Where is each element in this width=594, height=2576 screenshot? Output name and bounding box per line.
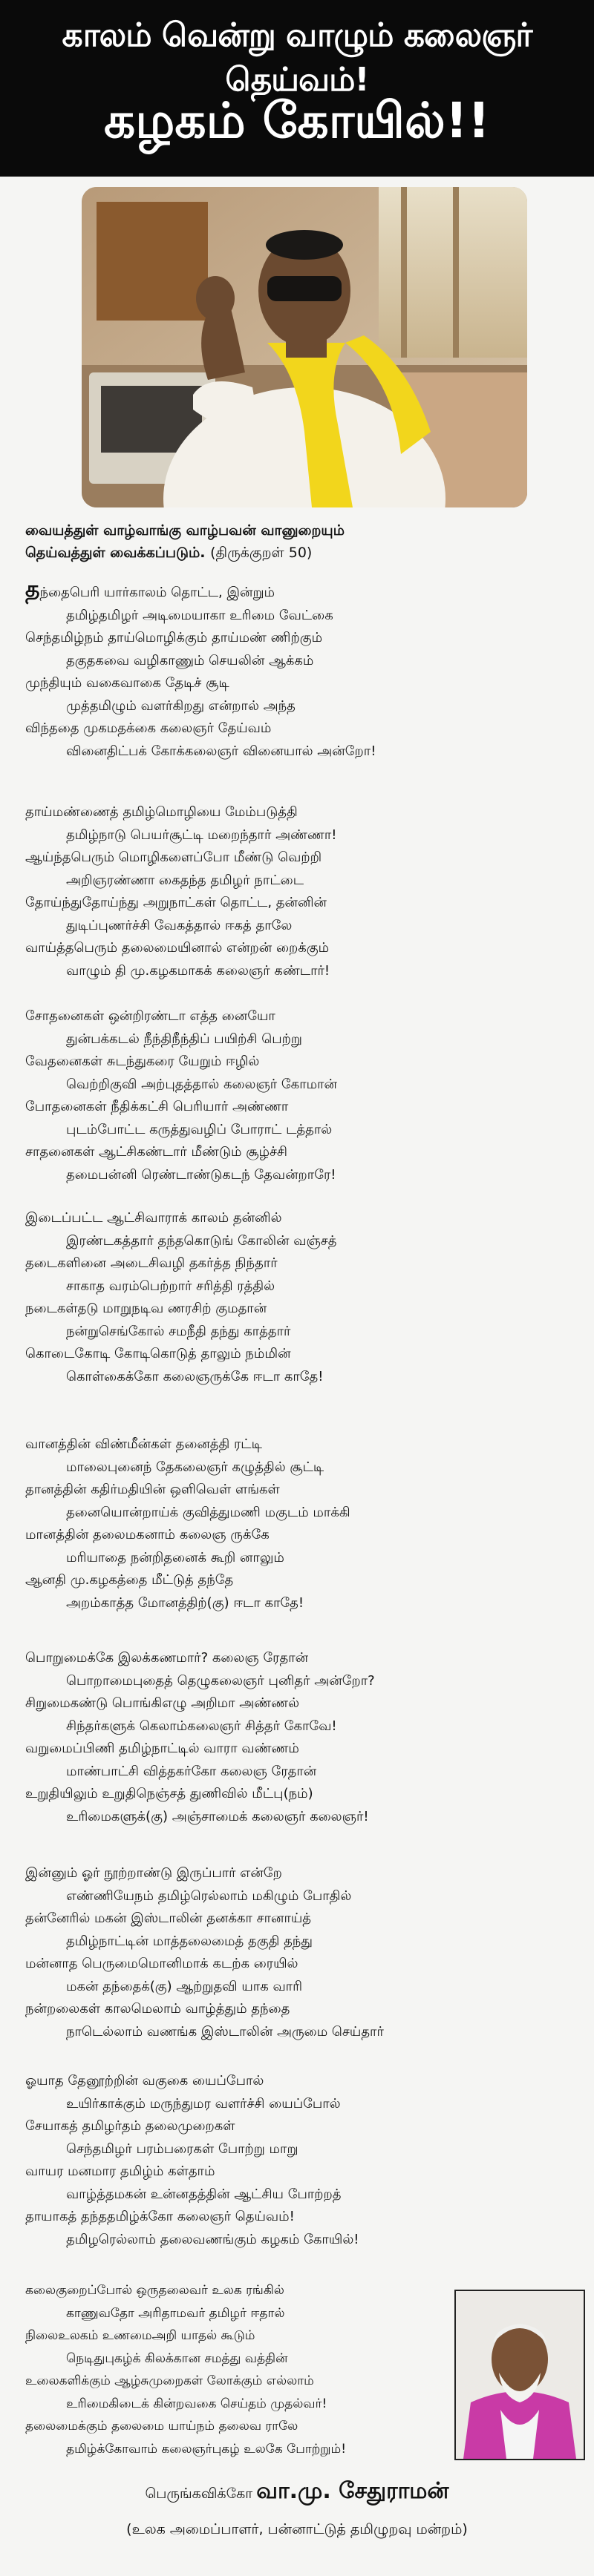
stanza-line: சாதனைகள் ஆட்சிகண்டார் மீண்டும் சூழ்ச்சி [25, 1144, 288, 1160]
stanza-line: வாய்த்தபெரும் தலைமையினால் என்றன் றைக்கும் [25, 940, 330, 956]
stanza-line: சாகாத வரம்பெற்றார் சரித்தி ரத்தில் [66, 1278, 275, 1294]
author-title: பெருங்கவிக்கோ [145, 2485, 253, 2502]
stanza-line: வாழும் தி மு.கழகமாகக் கலைஞர் கண்டார்! [66, 962, 330, 979]
stanza-line: துன்பக்கடல் நீந்திநீந்திப் பயிற்சி பெற்று [66, 1031, 302, 1047]
drop-cap: த [25, 576, 40, 602]
stanza-line: தமிழ்தமிழர் அடிமையாகா உரிமை வேட்கை [66, 607, 333, 623]
kural-quote [25, 519, 575, 564]
stanza-line: நடைகள்தடு மாறுநடிவ ணரசிற் குமதான் [25, 1301, 267, 1316]
stanza-line: செந்தமிழர் பரம்பரைகள் போற்று மாறு [66, 2140, 298, 2157]
stanza-line: வெற்றிகுவி அற்புதத்தால் கலைஞர் கோமான் [66, 1076, 337, 1092]
stanza-1-line-1 [25, 576, 530, 605]
kural-line-2-text: தெய்வத்துள் வைக்கப்படும். [25, 545, 206, 561]
stanza-line: பொறாமைபுதைத் தெழுகலைஞர் புனிதர் அன்றோ? [66, 1672, 375, 1689]
stanza-1-line-1-text: ந்தைபெரி யார்காலம் தொட்ட, இன்றும் [39, 585, 275, 600]
title-banner [0, 0, 594, 177]
kural-line-1: வையத்துள் வாழ்வாங்கு வாழ்பவன் வானுறையும் [25, 522, 345, 539]
stanza-line: பொறுமைக்கே இலக்கணமார்? கலைஞ ரேதான் [25, 1650, 309, 1666]
stanza-line: தமிழ்நாட்டின் மாத்தலைமைத் தகுதி தந்து [66, 1933, 313, 1949]
stanza-line: சிறுமைகண்டு பொங்கிஎழு அறிமா அண்ணல் [25, 1695, 300, 1711]
stanza-line: இடைப்பட்ட ஆட்சிவாராக் காலம் தன்னில் [25, 1210, 282, 1226]
stanza-line: சோதனைகள் ஒன்றிரண்டா எத்த னையோ [25, 1008, 275, 1024]
stanza-6 [25, 1647, 530, 1828]
stanza-2 [25, 801, 530, 982]
stanza-line: உரிமைகளுக்(கு) அஞ்சாமைக் கலைஞர் கலைஞர்! [66, 1808, 369, 1824]
stanza-line: முத்தமிழும் வளர்கிறது என்றால் அந்த [66, 697, 296, 714]
stanza-3 [25, 1005, 530, 1186]
stanza-line: அறம்காத்த மோனத்திற்(கு) ஈடா காதே! [66, 1594, 304, 1611]
stanza-line: மானத்தின் தலைமகனாம் கலைஞ ருக்கே [25, 1527, 270, 1542]
stanza-line: தாயாகத் தந்ததமிழ்க்கோ கலைஞர் தெய்வம்! [25, 2209, 295, 2224]
stanza-line: வாயர மனமார தமிழ்ம் கள்தாம் [25, 2163, 215, 2179]
stanza-line: கலைகுறைப்போல் ஒருதலைவர் உலக ரங்கில் [25, 2283, 284, 2298]
stanza-line: தமிழரெல்லாம் தலைவணங்கும் கழகம் கோயில்! [66, 2231, 359, 2247]
stanza-line: போதனைகள் நீதிக்கட்சி பெரியார் அண்ணா [25, 1099, 289, 1114]
stanza-line: வாழ்த்தமகன் உன்னதத்தின் ஆட்சிய போற்றத் [66, 2186, 342, 2202]
stanza-line: விந்ததை முகமதக்கை கலைஞர் தேய்வம் [25, 720, 272, 736]
stanza-line: செந்தமிழ்நம் தாய்மொழிக்கும் தாய்மண் ணிற்கும் [25, 630, 323, 645]
stanza-line: நெடிதுபுகழ்க் கிலக்கான சமத்து வத்தின் [66, 2350, 288, 2366]
stanza-line: உரிமைகிடைக் கின்றவகை செய்தம் முதல்வர்! [66, 2396, 327, 2411]
stanza-line: நாடெல்லாம் வணங்க இஸ்டாலின் அருமை செய்தார் [66, 2023, 384, 2040]
stanza-line: மரியாதை நன்றிதனைக் கூறி னாலும் [66, 1549, 284, 1565]
kural-line-2 [25, 542, 575, 564]
banner-line-2: கழகம் கோயில்!! [104, 92, 490, 149]
stanza-line: மகன் தந்தைக்(கு) ஆற்றுதவி யாக வாரி [66, 1978, 303, 1994]
stanza-line: தாய்மண்ணைத் தமிழ்மொழியை மேம்படுத்தி [25, 804, 298, 820]
stanza-5 [25, 1433, 530, 1614]
leader-photo [82, 187, 527, 507]
stanza-line: உயிர்காக்கும் மருந்துமர வளர்ச்சி யைப்போல் [66, 2095, 341, 2112]
stanza-line: வேதனைகள் சுடந்துகரை யேறும் ஈழில் [25, 1054, 260, 1069]
stanza-line: நன்றலைகள் காலமெலாம் வாழ்த்தும் தந்தை [25, 2001, 290, 2017]
stanza-line: அறிஞரண்ணா கைதந்த தமிழர் நாட்டை [66, 872, 304, 888]
author-name: வா.மு. சேதுராமன் [256, 2478, 449, 2504]
stanza-line: உலைகளிக்கும் ஆழ்சுமுறைகள் லோக்கும் எல்லாம் [25, 2373, 314, 2388]
stanza-line: வினைதிட்பக் கோக்கலைஞர் வினையால் அன்றோ! [66, 743, 376, 759]
stanza-line: புடம்போட்ட கருத்துவழிப் போராட் டத்தால் [66, 1121, 333, 1137]
stanza-line: தமிழ்நாடு பெயர்சூட்டி மறைந்தார் அண்ணா! [66, 827, 337, 843]
stanza-line: கொள்கைக்கோ கலைஞருக்கே ஈடா காதே! [66, 1368, 324, 1384]
stanza-4 [25, 1207, 530, 1388]
stanza-line: ஆய்ந்தபெரும் மொழிகளைப்போ மீண்டு வெற்றி [25, 850, 322, 865]
stanza-line: எண்ணியேநம் தமிழ்ரெல்லாம் மகிழும் போதில் [66, 1887, 352, 1904]
stanza-line: வறுமைப்பிணி தமிழ்நாட்டில் வாரா வண்ணம் [25, 1741, 299, 1756]
stanza-line: சிந்தர்களுக் கெலாம்கலைஞர் சித்தர் கோவே! [66, 1718, 337, 1734]
author-signature [0, 2478, 594, 2507]
stanza-line: நிலைஉலகம் உணமைஅறி யாதல் கூடும் [25, 2328, 255, 2343]
stanza-line: தன்னேரில் மகன் இஸ்டாலின் தனக்கா சானாய்த் [25, 1910, 312, 1926]
stanza-line: நன்றுசெங்கோல் சமநீதி தந்து காத்தார் [66, 1323, 291, 1339]
stanza-8 [25, 2070, 530, 2251]
stanza-line: ஓயாத தேனூற்றின் வகுகை யைப்போல் [25, 2073, 264, 2089]
stanza-1 [25, 576, 530, 763]
stanza-line: முந்தியும் வகைவாகை தேடிச் சூடி [25, 675, 229, 691]
stanza-line: தோய்ந்துதோய்ந்து அறுநாட்கள் தொட்ட, தன்னின் [25, 895, 327, 910]
stanza-line: தகுதகவை வழிகாணும் செயலின் ஆக்கம் [66, 652, 314, 668]
stanza-line: தானத்தின் கதிர்மதியின் ஒளிவெள் ளங்கள் [25, 1482, 280, 1497]
stanza-line: தடைகளினை அடைசிவழி தகர்த்த நிந்தார் [25, 1255, 278, 1271]
banner-line-1: காலம் வென்று வாழும் கலைஞர் தெய்வம்! [62, 16, 532, 99]
stanza-line: மன்னாத பெருமைமொனிமாக் கடற்க ரையில் [25, 1956, 298, 1971]
stanza-line: மாலைபுனைந் தேகலைஞர் கழுத்தில் சூட்டி [66, 1459, 324, 1475]
stanza-line: தமைபன்னி ரெண்டாண்டுகடந் தேவன்றாரே! [66, 1166, 336, 1183]
stanza-line: காணுவதோ அரிதாமவர் தமிழர் ஈதால் [66, 2305, 285, 2321]
stanza-line: உறுதியிலும் உறுதிநெஞ்சத் துணிவில் மீட்பு(நம்) [25, 1786, 313, 1801]
author-photo [454, 2290, 585, 2460]
stanza-line: தலைமைக்கும் தலைமை யாய்நம் தலைவ ராலே [25, 2419, 298, 2434]
stanza-line: இன்னும் ஓர் நூற்றாண்டு இருப்பார் என்றே [25, 1865, 282, 1881]
stanza-line: வானத்தின் விண்மீன்கள் தனைத்தி ரட்டி [25, 1436, 262, 1452]
stanza-line: துடிப்புணர்ச்சி வேகத்தால் ஈகத் தாலே [66, 917, 293, 933]
stanza-line: தமிழ்க்கோவாம் கலைஞர்புகழ் உலகே போற்றும்! [66, 2441, 347, 2457]
author-role: (உலக அமைப்பாளர், பன்னாட்டுத் தமிழுறவு மன்றம்) [126, 2521, 468, 2537]
stanza-line: கொடைகோடி கோடிகொடுத் தாலும் நம்மின் [25, 1346, 291, 1361]
stanza-line: சேயாகத் தமிழர்தம் தலைமுறைகள் [25, 2118, 235, 2134]
stanza-9 [25, 2279, 448, 2460]
stanza-line: மாண்பாட்சி வித்தகர்கோ கலைஞ ரேதான் [66, 1763, 317, 1779]
stanza-line: ஆனதி மு.கழகத்தை மீட்டுத் தந்தே [25, 1572, 234, 1588]
kural-reference: (திருக்குறள் 50) [210, 545, 313, 561]
stanza-7 [25, 1862, 530, 2043]
stanza-line: இரண்டகத்தார் தந்தகொடுங் கோலின் வஞ்சத் [66, 1232, 337, 1249]
stanza-line: தனையொன்றாய்க் குவித்துமணி மகுடம் மாக்கி [66, 1504, 350, 1520]
